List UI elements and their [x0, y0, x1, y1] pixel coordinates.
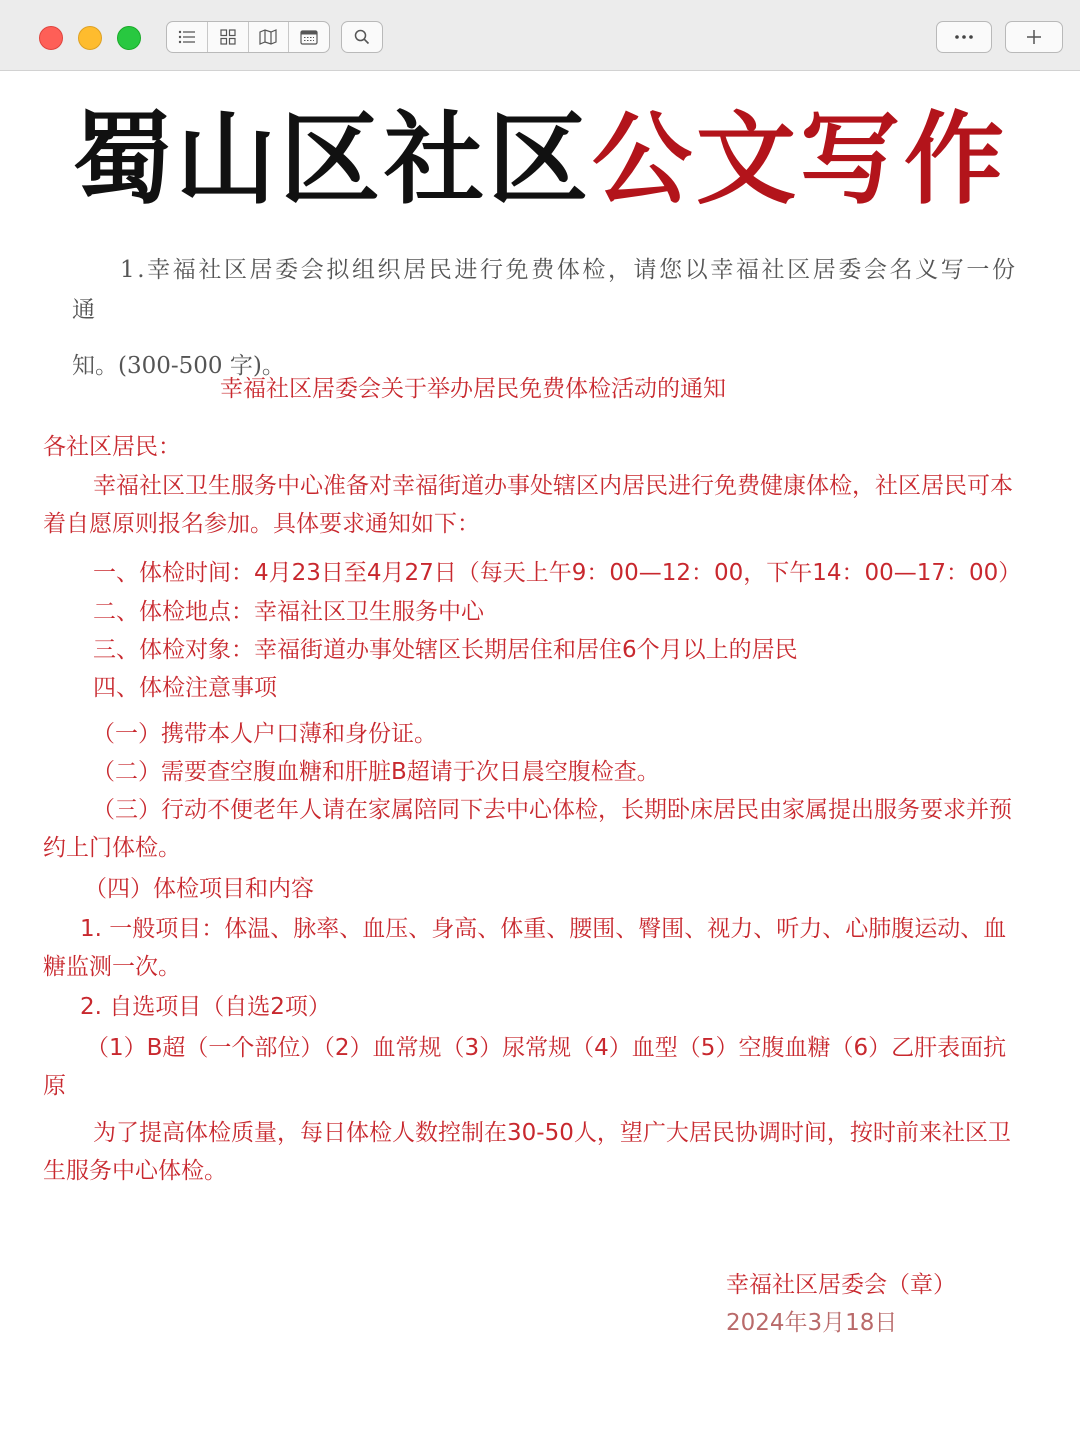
- grid-icon: [220, 29, 236, 45]
- notice-general-items: 1. 一般项目：体温、脉率、血压、身高、体重、腰围、臀围、视力、听力、心肺腹运动、血糖监测一次。: [43, 916, 1007, 980]
- notice-sub-4: （四）体检项目和内容: [84, 876, 314, 902]
- notice-optional-list: （1）B超（一个部位）（2）血常规（3）尿常规（4）血型（5）空腹血糖（6）乙肝表面抗原: [43, 1035, 1007, 1099]
- search-icon: [354, 29, 370, 45]
- notice-item-precautions: 四、体检注意事项: [93, 675, 277, 701]
- more-icon: [954, 34, 974, 40]
- exam-question: [72, 250, 1042, 386]
- notice-intro: 幸福社区卫生服务中心准备对幸福街道办事处辖区内居民进行免费健康体检，社区居民可本着自愿原则报名参加。具体要求通知如下：: [43, 473, 1013, 537]
- notice-sub-3: （三）行动不便老年人请在家属陪同下去中心体检，长期卧床居民由家属提出服务要求并预约上门体检。: [43, 797, 1012, 861]
- notice-date: 2024年3月18日: [726, 1310, 898, 1336]
- notice-title: 幸福社区居委会关于举办居民免费体检活动的通知: [220, 376, 726, 402]
- notice-optional-items: 2. 自选项目（自选2项）: [80, 994, 331, 1020]
- list-icon: [178, 30, 196, 44]
- search-button[interactable]: [341, 21, 383, 53]
- plus-icon: [1026, 29, 1042, 45]
- notice-closing: 为了提高体检质量，每日体检人数控制在30-50人，望广大居民协调时间，按时前来社区卫生服务中心体检。: [43, 1120, 1011, 1184]
- grid-view-button[interactable]: [208, 22, 249, 52]
- notice-sub-1: （一）携带本人户口薄和身份证。: [92, 721, 437, 747]
- notice-signature: 幸福社区居委会（章）: [726, 1272, 956, 1298]
- add-button[interactable]: [1005, 21, 1063, 53]
- calendar-view-button[interactable]: [289, 22, 329, 52]
- window-toolbar: [0, 0, 1080, 71]
- question-line-2: 知。(300-500 字)。: [72, 353, 285, 379]
- title-red-part: 公文写作: [592, 101, 1008, 218]
- notice-item-location: 二、体检地点：幸福社区卫生服务中心: [93, 599, 484, 625]
- close-window-button[interactable]: [39, 26, 63, 50]
- question-line-1: 1.幸福社区居委会拟组织居民进行免费体检，请您以幸福社区居委会名义写一份通: [72, 257, 1018, 323]
- more-button[interactable]: [936, 21, 992, 53]
- notice-salutation: 各社区居民：: [43, 434, 181, 460]
- notice-sub-2: （二）需要查空腹血糖和肝脏B超请于次日晨空腹检查。: [92, 759, 660, 785]
- book-view-button[interactable]: [249, 22, 290, 52]
- view-mode-segmented-control: [166, 21, 330, 53]
- title-black-part: 蜀山区社区: [72, 101, 592, 218]
- list-view-button[interactable]: [167, 22, 208, 52]
- book-icon: [259, 29, 277, 45]
- zoom-window-button[interactable]: [117, 26, 141, 50]
- calendar-icon: [300, 29, 318, 45]
- page-title: [0, 100, 1080, 220]
- notice-item-time: 一、体检时间：4月23日至4月27日（每天上午9：00—12：00，下午14：00—17：00）: [93, 560, 1022, 586]
- minimize-window-button[interactable]: [78, 26, 102, 50]
- notice-item-target: 三、体检对象：幸福街道办事处辖区长期居住和居住6个月以上的居民: [93, 637, 798, 663]
